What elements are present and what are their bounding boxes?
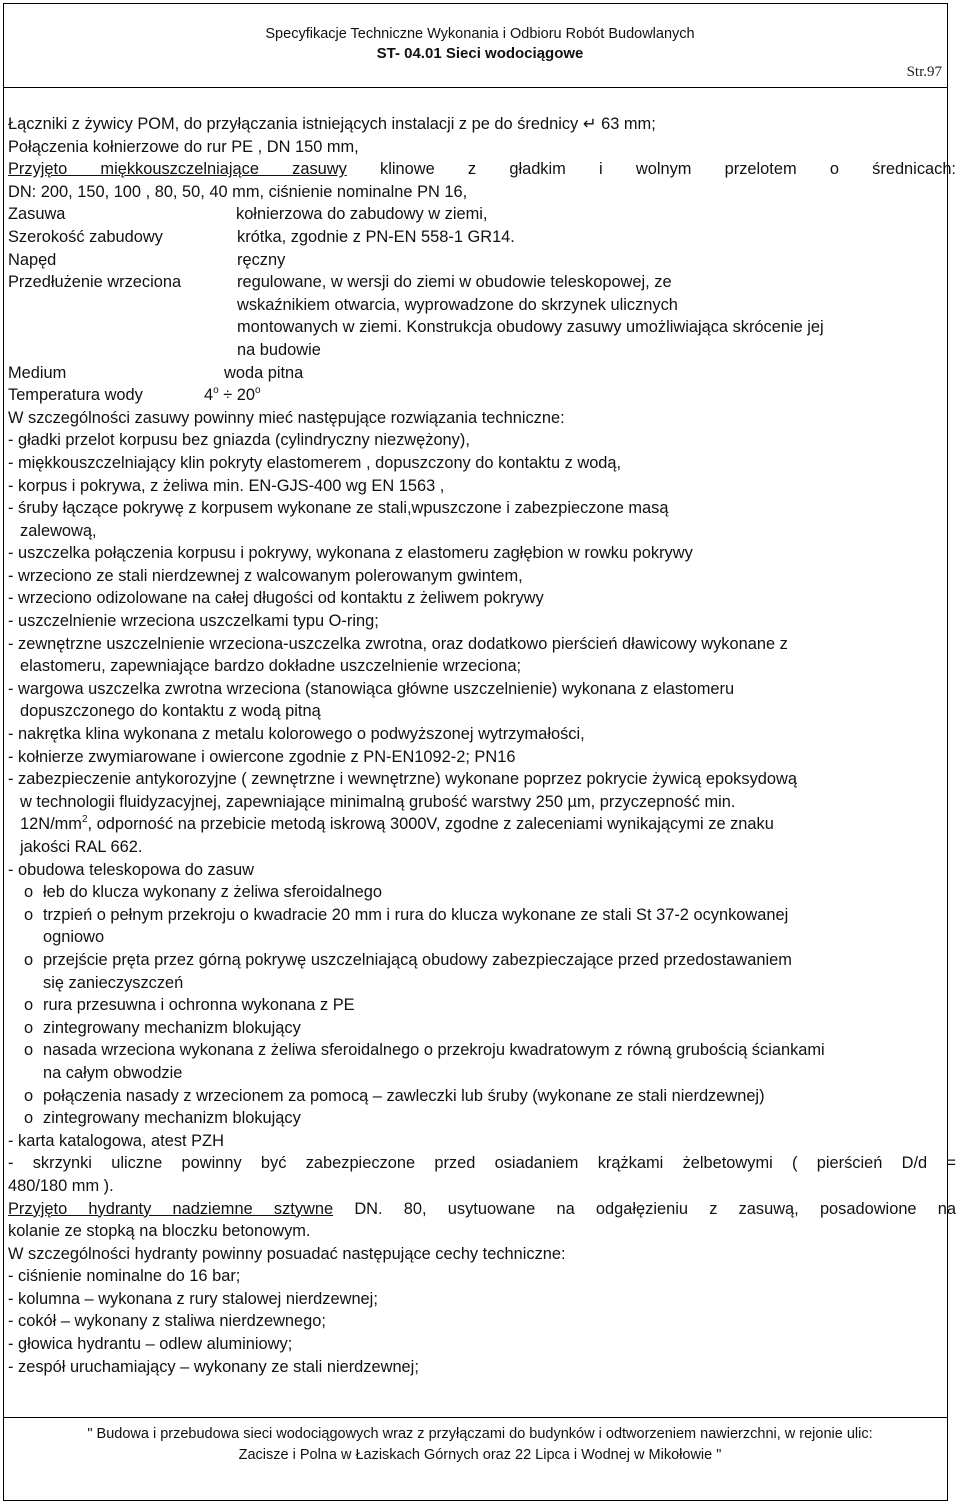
spec-value: krótka, zgodnie z PN-EN 558-1 GR14. — [237, 227, 515, 246]
list-item: - zespół uruchamiający – wykonany ze stali nierdzewnej; — [8, 1357, 419, 1376]
paragraph-line: W szczególności hydranty powinny posuadać następujące cechy techniczne: — [8, 1244, 566, 1263]
list-item-continuation: $12N/mm^2$, odporność na przebicie metodą iskrową 3000V, zgodne z zaleceniami wynikającymi ze znaku — [20, 814, 774, 834]
sub-list-item: o nasada wrzeciona wykonana z żeliwa sferoidalnego o przekroju kwadratowym z równą grubością ściankami — [8, 1039, 956, 1062]
bullet-icon: o — [24, 996, 34, 1015]
list-item: - wrzeciono ze stali nierdzewnej z walcowanym polerowanym gwintem, — [8, 566, 523, 585]
list-item: - uszczelnienie wrzeciona uszczelkami typu O-ring; — [8, 612, 379, 631]
spec-value: montowanych w ziemi. Konstrukcja obudowy zasuwy umożliwiająca skrócenie jej — [237, 318, 824, 337]
sub-list-item-continuation: na całym obwodzie — [43, 1063, 183, 1082]
paragraph-line: Łączniki z żywicy POM, do przyłączania istniejących instalacji z pe do średnicy ↵ 63 mm; — [8, 115, 656, 133]
list-item: - zabezpieczenie antykorozyjne ( zewnętrzne i wewnętrzne) wykonane poprzez pokrycie żywicą epoksydową — [8, 770, 797, 789]
paragraph-line: DN: 200, 150, 100 , 80, 50, 40 mm, ciśnienie nominalne PN 16, — [8, 182, 468, 201]
header-rule — [3, 87, 948, 88]
bullet-icon: o — [24, 1086, 34, 1105]
list-item-continuation: 480/180 mm ). — [8, 1176, 114, 1195]
list-item: - ciśnienie nominalne do 16 bar; — [8, 1267, 241, 1286]
spec-value: ręczny — [237, 250, 286, 269]
header-title: Specyfikacje Techniczne Wykonania i Odbioru Robót Budowlanych — [265, 26, 695, 42]
list-item: - gładki przelot korpusu bez gniazda (cylindryczny niezwężony), — [8, 431, 470, 450]
list-item-continuation: w technologii fluidyzacyjnej, zapewniające minimalną grubość warstwy 250 µm, przyczepność min. — [20, 792, 736, 811]
paragraph-line: Przyjęto hydranty nadziemne sztywne DN. 80, usytuowane na odgałęzieniu z zasuwą, posadowione na — [8, 1199, 956, 1218]
spec-row — [8, 249, 956, 272]
document-body — [8, 113, 956, 1378]
sub-list-item: o łeb do klucza wykonany z żeliwa sferoidalnego — [8, 881, 956, 904]
bullet-icon: o — [24, 883, 34, 902]
footer — [0, 1424, 960, 1466]
spec-row — [8, 362, 956, 385]
spec-value: wskaźnikiem otwarcia, wyprowadzone do skrzynek ulicznych — [237, 295, 678, 314]
bullet-icon: o — [24, 1041, 34, 1060]
spec-row — [8, 294, 956, 317]
spec-row — [8, 203, 956, 226]
list-item: - skrzynki uliczne powinny być zabezpieczone przed osiadaniem krążkami żelbetowymi ( pierścień D/d = — [8, 1154, 956, 1173]
list-item: - cokół – wykonany z staliwa nierdzewnego; — [8, 1312, 326, 1331]
sub-list-item: o połączenia nasady z wrzecionem za pomocą – zawleczki lub śruby (wykonane ze stali nierdzewnej) — [8, 1085, 956, 1108]
spec-value: kołnierzowa do zabudowy w ziemi, — [236, 205, 488, 224]
list-item: - obudowa teleskopowa do zasuw — [8, 860, 255, 879]
spec-label: Napęd — [8, 250, 57, 269]
footer-line: Zacisze i Polna w Łaziskach Górnych oraz 22 Lipca i Wodnej w Mikołowie " — [238, 1447, 722, 1463]
list-item: - zewnętrzne uszczelnienie wrzeciona-uszczelka zwrotna, oraz dodatkowo pierścień dławicowy wykonane z — [8, 634, 788, 653]
sub-list-item-continuation: ogniowo — [43, 928, 105, 947]
list-item: - wrzeciono odizolowane na całej długości od kontaktu z żeliwem pokrywy — [8, 589, 544, 608]
footer-line: " Budowa i przebudowa sieci wodociągowych wraz z przyłączami do budynków i odtworzeniem nawierzchni, w rejonie ulic: — [87, 1426, 873, 1442]
bullet-icon: o — [24, 1018, 34, 1037]
list-item: - kołnierze zwymiarowane i owiercone zgodnie z PN-EN1092-2; PN16 — [8, 747, 516, 766]
sub-list-item: o zintegrowany mechanizm blokujący — [8, 1107, 956, 1130]
paragraph-line: kolanie ze stopką na bloczku betonowym. — [8, 1222, 311, 1241]
spec-label: Medium — [8, 363, 67, 382]
list-item: - miękkouszczelniający klin pokryty elastomerem , dopuszczony do kontaktu z wodą, — [8, 453, 622, 472]
list-item: - kolumna – wykonana z rury stalowej nierdzewnej; — [8, 1289, 378, 1308]
spec-row — [8, 226, 956, 249]
list-item: - uszczelka połączenia korpusu i pokrywy, wykonana z elastomeru zagłębion w rowku pokrywy — [8, 544, 693, 563]
spec-row — [8, 339, 956, 362]
spec-label: Szerokość zabudowy — [8, 227, 163, 246]
sub-list-item: o trzpień o pełnym przekroju o kwadracie 20 mm i rura do klucza wykonane ze stali St 37-2 ocynkowanej — [8, 904, 956, 927]
spec-value: regulowane, w wersji do ziemi w obudowie teleskopowej, ze — [237, 273, 672, 292]
paragraph-line: Połączenia kołnierzowe do rur PE , DN 150 mm, — [8, 137, 359, 156]
sub-list-item: o przejście pręta przez górną pokrywę uszczelniającą obudowy zabezpieczające przed przedostawaniem — [8, 949, 956, 972]
list-item: - śruby łączące pokrywę z korpusem wykonane ze stali,wpuszczone i zabezpieczone masą — [8, 499, 669, 518]
paragraph-line: Przyjęto miękkouszczelniające zasuwy klinowe z gładkim i wolnym przelotem o średnicach: — [8, 160, 956, 179]
list-item-continuation: zalewową, — [20, 521, 97, 540]
footer-rule — [3, 1417, 948, 1418]
sub-list-item: o zintegrowany mechanizm blokujący — [8, 1017, 956, 1040]
spec-label: Przedłużenie wrzeciona — [8, 273, 182, 292]
spec-row — [8, 316, 956, 339]
sub-list-item: o rura przesuwna i ochronna wykonana z PE — [8, 994, 956, 1017]
paragraph-line: W szczególności zasuwy powinny mieć następujące rozwiązania techniczne: — [8, 408, 565, 427]
header-section: ST- 04.01 Sieci wodociągowe — [376, 45, 584, 62]
underlined-text: Przyjęto miękkouszczelniające zasuwy — [8, 160, 347, 179]
spec-row — [8, 271, 956, 294]
list-item-continuation: dopuszczonego do kontaktu z wodą pitną — [20, 702, 321, 721]
bullet-icon: o — [24, 950, 34, 969]
bullet-icon: o — [24, 905, 34, 924]
bullet-icon: o — [24, 1109, 34, 1128]
list-item-continuation: elastomeru, zapewniające bardzo dokładne uszczelnienie wrzeciona; — [20, 657, 522, 676]
spec-value: woda pitna — [224, 363, 304, 382]
sub-list-item-continuation: się zanieczyszczeń — [43, 973, 184, 992]
list-item-continuation: jakości RAL 662. — [20, 838, 143, 856]
list-item: - karta katalogowa, atest PZH — [8, 1131, 224, 1150]
spec-value: $4^o \div 20^o$ — [204, 385, 261, 405]
spec-value: na budowie — [237, 340, 321, 359]
spec-row — [8, 384, 956, 407]
list-item: - głowica hydrantu – odlew aluminiowy; — [8, 1335, 293, 1354]
list-item: - korpus i pokrywa, z żeliwa min. EN-GJS-400 wg EN 1563 , — [8, 476, 445, 495]
page-number: Str.97 — [906, 64, 942, 80]
spec-label: Zasuwa — [8, 205, 66, 224]
list-item: - nakrętka klina wykonana z metalu kolorowego o podwyższonej wytrzymałości, — [8, 725, 585, 744]
spec-label: Temperatura wody — [8, 386, 143, 405]
underlined-text: Przyjęto hydranty nadziemne sztywne — [8, 1199, 334, 1218]
list-item: - wargowa uszczelka zwrotna wrzeciona (stanowiąca główne uszczelnienie) wykonana z elastomeru — [8, 679, 735, 698]
